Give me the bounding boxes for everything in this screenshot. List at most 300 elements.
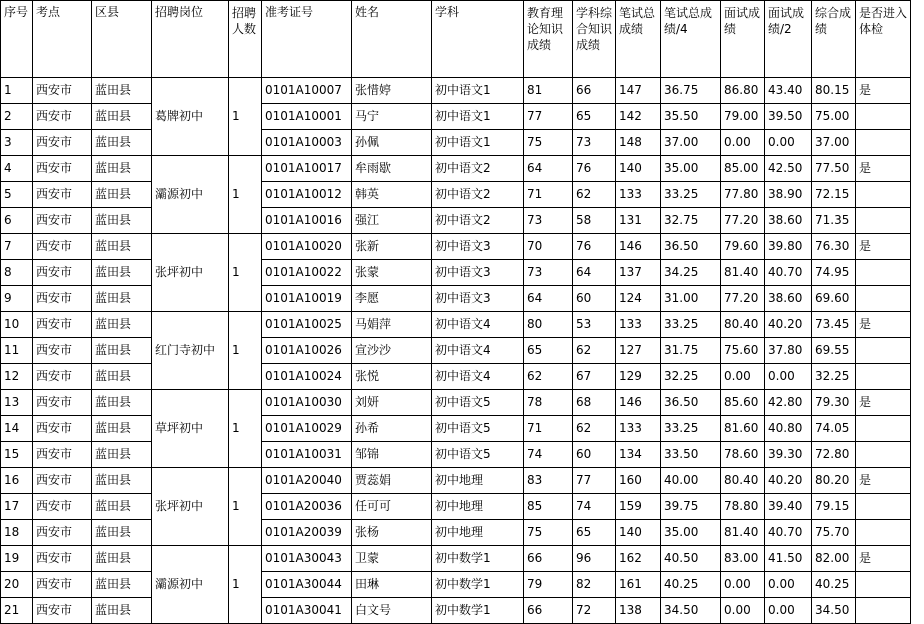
cell-hires: 1	[229, 390, 262, 468]
cell-physical-exam	[856, 416, 911, 442]
cell-seq: 16	[1, 468, 33, 494]
cell-name: 马宁	[352, 104, 432, 130]
cell-subject-score: 76	[573, 234, 616, 260]
cell-composite: 79.30	[812, 390, 856, 416]
cell-written-total: 133	[616, 182, 661, 208]
cell-written-total: 146	[616, 234, 661, 260]
cell-interview: 83.00	[721, 546, 765, 572]
cell-position: 灞源初中	[152, 546, 229, 624]
cell-subject: 初中语文1	[432, 104, 524, 130]
cell-interview: 79.00	[721, 104, 765, 130]
cell-ticket: 0101A10022	[262, 260, 352, 286]
cell-composite: 73.45	[812, 312, 856, 338]
table-row	[1, 416, 911, 442]
cell-seq: 5	[1, 182, 33, 208]
cell-interview: 81.40	[721, 520, 765, 546]
cell-ticket: 0101A10016	[262, 208, 352, 234]
cell-county: 蓝田县	[92, 234, 152, 260]
table-row	[1, 104, 911, 130]
cell-written-total: 129	[616, 364, 661, 390]
cell-name: 张新	[352, 234, 432, 260]
cell-written-total: 140	[616, 520, 661, 546]
cell-edu-score: 80	[524, 312, 573, 338]
cell-ticket: 0101A10003	[262, 130, 352, 156]
cell-interview-half: 40.70	[765, 520, 812, 546]
cell-seq: 19	[1, 546, 33, 572]
cell-hires: 1	[229, 546, 262, 624]
cell-composite: 79.15	[812, 494, 856, 520]
cell-written-total: 162	[616, 546, 661, 572]
cell-name: 白文号	[352, 598, 432, 624]
table-row	[1, 286, 911, 312]
cell-interview-half: 0.00	[765, 130, 812, 156]
cell-county: 蓝田县	[92, 182, 152, 208]
cell-subject-score: 96	[573, 546, 616, 572]
header-hires: 招聘人数	[229, 1, 262, 78]
cell-physical-exam: 是	[856, 234, 911, 260]
cell-name: 宣沙沙	[352, 338, 432, 364]
cell-seq: 3	[1, 130, 33, 156]
cell-subject-score: 62	[573, 416, 616, 442]
cell-written-quarter: 36.50	[661, 390, 721, 416]
cell-subject-score: 76	[573, 156, 616, 182]
cell-interview-half: 38.60	[765, 208, 812, 234]
cell-seq: 21	[1, 598, 33, 624]
table-row	[1, 494, 911, 520]
cell-site: 西安市	[33, 572, 92, 598]
cell-seq: 2	[1, 104, 33, 130]
cell-seq: 20	[1, 572, 33, 598]
cell-composite: 72.80	[812, 442, 856, 468]
cell-written-quarter: 34.50	[661, 598, 721, 624]
cell-interview-half: 0.00	[765, 572, 812, 598]
cell-physical-exam: 是	[856, 390, 911, 416]
cell-written-total: 127	[616, 338, 661, 364]
cell-written-quarter: 31.75	[661, 338, 721, 364]
cell-seq: 15	[1, 442, 33, 468]
cell-interview: 75.60	[721, 338, 765, 364]
cell-site: 西安市	[33, 130, 92, 156]
cell-subject: 初中数学1	[432, 598, 524, 624]
cell-written-total: 140	[616, 156, 661, 182]
table-row	[1, 546, 911, 572]
cell-subject-score: 60	[573, 442, 616, 468]
cell-site: 西安市	[33, 312, 92, 338]
cell-subject-score: 64	[573, 260, 616, 286]
cell-ticket: 0101A10001	[262, 104, 352, 130]
cell-subject: 初中数学1	[432, 572, 524, 598]
cell-seq: 13	[1, 390, 33, 416]
cell-hires: 1	[229, 234, 262, 312]
cell-name: 张杨	[352, 520, 432, 546]
cell-subject: 初中语文3	[432, 260, 524, 286]
cell-site: 西安市	[33, 442, 92, 468]
cell-edu-score: 62	[524, 364, 573, 390]
cell-county: 蓝田县	[92, 572, 152, 598]
cell-interview: 0.00	[721, 598, 765, 624]
cell-subject: 初中语文5	[432, 416, 524, 442]
cell-written-quarter: 32.75	[661, 208, 721, 234]
cell-composite: 74.95	[812, 260, 856, 286]
cell-interview-half: 39.50	[765, 104, 812, 130]
cell-written-total: 131	[616, 208, 661, 234]
header-physical-exam: 是否进入体检	[856, 1, 911, 78]
cell-edu-score: 75	[524, 520, 573, 546]
cell-subject-score: 60	[573, 286, 616, 312]
cell-written-total: 159	[616, 494, 661, 520]
cell-name: 强江	[352, 208, 432, 234]
cell-interview-half: 42.50	[765, 156, 812, 182]
cell-county: 蓝田县	[92, 520, 152, 546]
cell-subject: 初中数学1	[432, 546, 524, 572]
cell-composite: 74.05	[812, 416, 856, 442]
cell-composite: 72.15	[812, 182, 856, 208]
header-interview-half: 面试成绩/2	[765, 1, 812, 78]
cell-name: 张蒙	[352, 260, 432, 286]
cell-ticket: 0101A10012	[262, 182, 352, 208]
cell-county: 蓝田县	[92, 416, 152, 442]
cell-interview-half: 40.20	[765, 468, 812, 494]
cell-written-total: 142	[616, 104, 661, 130]
cell-ticket: 0101A10030	[262, 390, 352, 416]
cell-interview: 85.00	[721, 156, 765, 182]
cell-written-quarter: 37.00	[661, 130, 721, 156]
cell-ticket: 0101A30043	[262, 546, 352, 572]
cell-position: 草坪初中	[152, 390, 229, 468]
cell-site: 西安市	[33, 208, 92, 234]
cell-physical-exam: 是	[856, 312, 911, 338]
cell-subject-score: 62	[573, 182, 616, 208]
cell-composite: 77.50	[812, 156, 856, 182]
cell-physical-exam	[856, 286, 911, 312]
cell-site: 西安市	[33, 494, 92, 520]
cell-interview-half: 38.90	[765, 182, 812, 208]
cell-written-quarter: 33.25	[661, 182, 721, 208]
cell-subject-score: 62	[573, 338, 616, 364]
cell-interview: 80.40	[721, 312, 765, 338]
cell-edu-score: 64	[524, 156, 573, 182]
cell-interview: 79.60	[721, 234, 765, 260]
cell-name: 邹锦	[352, 442, 432, 468]
header-subject: 学科	[432, 1, 524, 78]
cell-interview-half: 0.00	[765, 598, 812, 624]
cell-interview-half: 39.40	[765, 494, 812, 520]
cell-edu-score: 70	[524, 234, 573, 260]
cell-edu-score: 81	[524, 78, 573, 104]
cell-edu-score: 64	[524, 286, 573, 312]
cell-site: 西安市	[33, 286, 92, 312]
cell-county: 蓝田县	[92, 208, 152, 234]
cell-composite: 34.50	[812, 598, 856, 624]
cell-interview: 0.00	[721, 364, 765, 390]
cell-interview: 77.80	[721, 182, 765, 208]
cell-county: 蓝田县	[92, 312, 152, 338]
cell-name: 马娟萍	[352, 312, 432, 338]
cell-interview: 0.00	[721, 130, 765, 156]
cell-position: 红门寺初中	[152, 312, 229, 390]
cell-edu-score: 78	[524, 390, 573, 416]
cell-edu-score: 73	[524, 260, 573, 286]
cell-edu-score: 71	[524, 416, 573, 442]
cell-county: 蓝田县	[92, 286, 152, 312]
cell-physical-exam	[856, 130, 911, 156]
cell-subject-score: 58	[573, 208, 616, 234]
cell-written-total: 133	[616, 416, 661, 442]
cell-written-quarter: 32.25	[661, 364, 721, 390]
cell-hires: 1	[229, 468, 262, 546]
cell-physical-exam	[856, 520, 911, 546]
cell-subject-score: 53	[573, 312, 616, 338]
cell-hires: 1	[229, 78, 262, 156]
cell-seq: 12	[1, 364, 33, 390]
cell-physical-exam: 是	[856, 546, 911, 572]
cell-name: 孙希	[352, 416, 432, 442]
cell-site: 西安市	[33, 78, 92, 104]
table-row	[1, 598, 911, 624]
cell-subject: 初中语文4	[432, 312, 524, 338]
cell-hires: 1	[229, 312, 262, 390]
header-seq: 序号	[1, 1, 33, 78]
cell-written-total: 124	[616, 286, 661, 312]
cell-composite: 82.00	[812, 546, 856, 572]
table-row	[1, 312, 911, 338]
cell-physical-exam: 是	[856, 156, 911, 182]
cell-written-quarter: 35.00	[661, 156, 721, 182]
cell-site: 西安市	[33, 468, 92, 494]
table-row	[1, 442, 911, 468]
cell-site: 西安市	[33, 520, 92, 546]
cell-county: 蓝田县	[92, 390, 152, 416]
cell-site: 西安市	[33, 364, 92, 390]
table-row	[1, 208, 911, 234]
cell-site: 西安市	[33, 104, 92, 130]
cell-ticket: 0101A10025	[262, 312, 352, 338]
cell-seq: 14	[1, 416, 33, 442]
header-subject-score: 学科综合知识成绩	[573, 1, 616, 78]
cell-subject-score: 82	[573, 572, 616, 598]
cell-edu-score: 66	[524, 598, 573, 624]
cell-ticket: 0101A10017	[262, 156, 352, 182]
cell-site: 西安市	[33, 416, 92, 442]
cell-subject: 初中语文4	[432, 364, 524, 390]
table-row	[1, 390, 911, 416]
cell-physical-exam	[856, 260, 911, 286]
cell-written-total: 134	[616, 442, 661, 468]
cell-physical-exam	[856, 442, 911, 468]
cell-physical-exam	[856, 208, 911, 234]
cell-position: 葛牌初中	[152, 78, 229, 156]
cell-interview-half: 39.80	[765, 234, 812, 260]
cell-name: 张惜婷	[352, 78, 432, 104]
cell-subject: 初中语文5	[432, 390, 524, 416]
cell-name: 任可可	[352, 494, 432, 520]
cell-physical-exam	[856, 104, 911, 130]
cell-ticket: 0101A10007	[262, 78, 352, 104]
cell-site: 西安市	[33, 156, 92, 182]
cell-site: 西安市	[33, 182, 92, 208]
cell-county: 蓝田县	[92, 442, 152, 468]
header-position: 招聘岗位	[152, 1, 229, 78]
cell-physical-exam	[856, 182, 911, 208]
cell-physical-exam	[856, 494, 911, 520]
cell-subject-score: 67	[573, 364, 616, 390]
cell-interview: 81.40	[721, 260, 765, 286]
cell-subject: 初中地理	[432, 520, 524, 546]
cell-interview-half: 0.00	[765, 364, 812, 390]
cell-physical-exam: 是	[856, 78, 911, 104]
cell-county: 蓝田县	[92, 364, 152, 390]
cell-edu-score: 66	[524, 546, 573, 572]
cell-composite: 80.20	[812, 468, 856, 494]
cell-composite: 75.00	[812, 104, 856, 130]
cell-interview: 78.60	[721, 442, 765, 468]
header-interview: 面试成绩	[721, 1, 765, 78]
cell-subject: 初中语文2	[432, 182, 524, 208]
cell-subject-score: 66	[573, 78, 616, 104]
cell-county: 蓝田县	[92, 104, 152, 130]
cell-physical-exam	[856, 572, 911, 598]
cell-composite: 71.35	[812, 208, 856, 234]
cell-county: 蓝田县	[92, 468, 152, 494]
header-ticket: 准考证号	[262, 1, 352, 78]
table-row	[1, 78, 911, 104]
cell-written-total: 137	[616, 260, 661, 286]
cell-ticket: 0101A30041	[262, 598, 352, 624]
cell-ticket: 0101A10026	[262, 338, 352, 364]
cell-position: 灞源初中	[152, 156, 229, 234]
cell-name: 张悦	[352, 364, 432, 390]
cell-composite: 69.55	[812, 338, 856, 364]
cell-name: 孙佩	[352, 130, 432, 156]
cell-name: 田琳	[352, 572, 432, 598]
table-row	[1, 338, 911, 364]
cell-composite: 40.25	[812, 572, 856, 598]
cell-composite: 69.60	[812, 286, 856, 312]
cell-name: 卫蒙	[352, 546, 432, 572]
cell-subject-score: 68	[573, 390, 616, 416]
header-written-quarter: 笔试总成绩/4	[661, 1, 721, 78]
cell-county: 蓝田县	[92, 156, 152, 182]
cell-seq: 8	[1, 260, 33, 286]
cell-interview: 77.20	[721, 208, 765, 234]
table-row	[1, 520, 911, 546]
table-row	[1, 234, 911, 260]
cell-composite: 80.15	[812, 78, 856, 104]
cell-subject-score: 74	[573, 494, 616, 520]
cell-written-total: 146	[616, 390, 661, 416]
table-row	[1, 182, 911, 208]
table-row	[1, 156, 911, 182]
cell-subject: 初中语文4	[432, 338, 524, 364]
cell-subject-score: 72	[573, 598, 616, 624]
cell-subject: 初中地理	[432, 468, 524, 494]
cell-written-total: 138	[616, 598, 661, 624]
cell-ticket: 0101A10031	[262, 442, 352, 468]
header-edu-score: 教育理论知识成绩	[524, 1, 573, 78]
cell-interview-half: 40.20	[765, 312, 812, 338]
cell-written-quarter: 35.50	[661, 104, 721, 130]
table-row	[1, 364, 911, 390]
cell-position: 张坪初中	[152, 468, 229, 546]
cell-written-quarter: 36.50	[661, 234, 721, 260]
cell-position: 张坪初中	[152, 234, 229, 312]
cell-interview-half: 38.60	[765, 286, 812, 312]
cell-seq: 4	[1, 156, 33, 182]
cell-seq: 6	[1, 208, 33, 234]
cell-edu-score: 77	[524, 104, 573, 130]
cell-site: 西安市	[33, 390, 92, 416]
cell-composite: 37.00	[812, 130, 856, 156]
cell-edu-score: 74	[524, 442, 573, 468]
cell-written-quarter: 36.75	[661, 78, 721, 104]
cell-written-total: 133	[616, 312, 661, 338]
cell-written-total: 148	[616, 130, 661, 156]
cell-name: 刘妍	[352, 390, 432, 416]
cell-interview-half: 41.50	[765, 546, 812, 572]
cell-subject-score: 77	[573, 468, 616, 494]
cell-written-total: 161	[616, 572, 661, 598]
cell-written-total: 160	[616, 468, 661, 494]
cell-subject-score: 73	[573, 130, 616, 156]
cell-interview-half: 40.70	[765, 260, 812, 286]
cell-subject: 初中语文2	[432, 208, 524, 234]
table-row	[1, 572, 911, 598]
cell-edu-score: 73	[524, 208, 573, 234]
cell-ticket: 0101A20036	[262, 494, 352, 520]
cell-interview: 81.60	[721, 416, 765, 442]
cell-physical-exam	[856, 364, 911, 390]
cell-subject: 初中语文1	[432, 78, 524, 104]
cell-interview: 78.80	[721, 494, 765, 520]
cell-ticket: 0101A10020	[262, 234, 352, 260]
cell-county: 蓝田县	[92, 598, 152, 624]
cell-written-quarter: 40.25	[661, 572, 721, 598]
cell-ticket: 0101A10024	[262, 364, 352, 390]
cell-interview-half: 43.40	[765, 78, 812, 104]
header-site: 考点	[33, 1, 92, 78]
cell-site: 西安市	[33, 260, 92, 286]
header-row	[1, 1, 911, 78]
cell-site: 西安市	[33, 338, 92, 364]
cell-seq: 7	[1, 234, 33, 260]
cell-name: 李愿	[352, 286, 432, 312]
cell-interview: 77.20	[721, 286, 765, 312]
cell-ticket: 0101A20039	[262, 520, 352, 546]
cell-ticket: 0101A20040	[262, 468, 352, 494]
cell-edu-score: 71	[524, 182, 573, 208]
cell-interview-half: 37.80	[765, 338, 812, 364]
cell-county: 蓝田县	[92, 546, 152, 572]
cell-seq: 11	[1, 338, 33, 364]
cell-site: 西安市	[33, 234, 92, 260]
cell-county: 蓝田县	[92, 338, 152, 364]
cell-ticket: 0101A30044	[262, 572, 352, 598]
cell-subject: 初中语文3	[432, 286, 524, 312]
cell-site: 西安市	[33, 598, 92, 624]
cell-written-quarter: 34.25	[661, 260, 721, 286]
cell-interview-half: 40.80	[765, 416, 812, 442]
cell-written-quarter: 40.50	[661, 546, 721, 572]
cell-written-quarter: 39.75	[661, 494, 721, 520]
cell-written-quarter: 40.00	[661, 468, 721, 494]
header-written-total: 笔试总成绩	[616, 1, 661, 78]
cell-county: 蓝田县	[92, 130, 152, 156]
cell-county: 蓝田县	[92, 494, 152, 520]
cell-written-quarter: 35.00	[661, 520, 721, 546]
cell-seq: 10	[1, 312, 33, 338]
table-row	[1, 468, 911, 494]
cell-physical-exam: 是	[856, 468, 911, 494]
